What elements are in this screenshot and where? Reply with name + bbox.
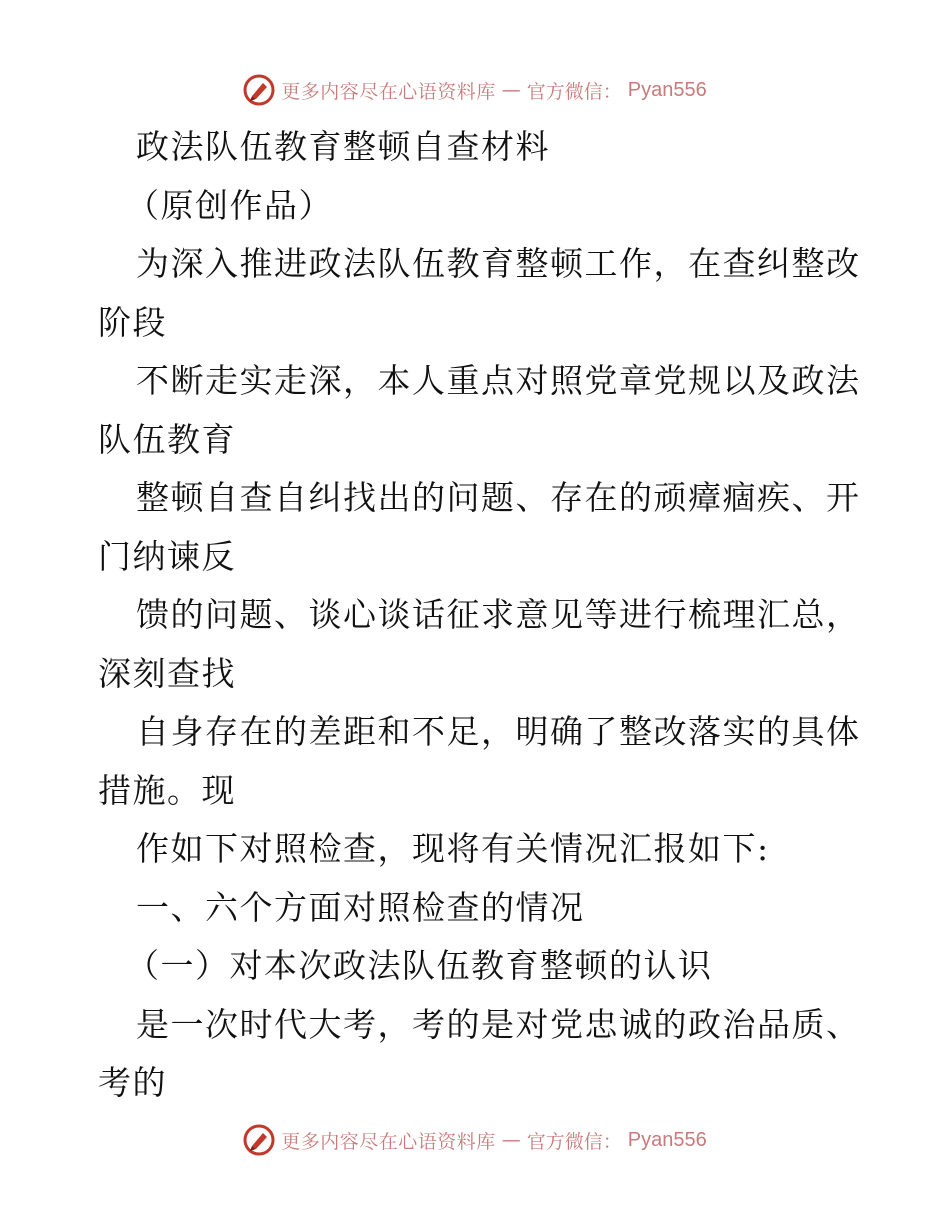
paragraph-line: 不断走实走深，本人重点对照党章党规以及政法 (136, 361, 861, 400)
document-body (98, 118, 861, 1113)
paragraph-line: 整顿自查自纠找出的问题、存在的顽瘴痼疾、开 (136, 478, 861, 517)
paragraph-line: 队伍教育 (98, 419, 236, 459)
pen-logo-icon (243, 1124, 275, 1156)
paragraph-line: 作如下对照检查，现将有关情况汇报如下: (136, 829, 770, 868)
watermark-header (0, 70, 950, 110)
subsection-heading: （一）对本次政法队伍教育整顿的认识 (126, 946, 713, 985)
document-title: 政法队伍教育整顿自查材料 (136, 127, 550, 166)
paragraph-line: 深刻查找 (98, 653, 236, 693)
paragraph-line: 考的 (98, 1063, 167, 1102)
pen-logo-icon (243, 74, 275, 106)
paragraph-line: 是一次时代大考，考的是对党忠诚的政治品质、 (136, 1004, 861, 1044)
watermark-text: 更多内容尽在心语资料库 (281, 80, 496, 103)
paragraph-line: 阶段 (98, 302, 167, 342)
watermark-separator: — (501, 1129, 521, 1151)
paragraph-line: 门纳谏反 (98, 536, 236, 576)
watermark-separator: — (501, 79, 521, 101)
document-subtitle: （原创作品） (126, 185, 333, 225)
watermark-text: 更多内容尽在心语资料库 (281, 1130, 496, 1153)
watermark-wechat-id: Pyan556 (627, 1128, 707, 1151)
watermark-footer (0, 1120, 950, 1160)
paragraph-line: 馈的问题、谈心谈话征求意见等进行梳理汇总， (136, 595, 861, 634)
watermark-wechat-label: 官方微信： (526, 1130, 622, 1153)
section-heading: 一、六个方面对照检查的情况 (136, 887, 585, 927)
paragraph-line: 自身存在的差距和不足，明确了整改落实的具体 (136, 712, 861, 751)
paragraph-line: 措施。现 (98, 770, 236, 810)
paragraph-line: 为深入推进政法队伍教育整顿工作，在查纠整改 (136, 244, 861, 283)
watermark-wechat-id: Pyan556 (627, 78, 707, 101)
watermark-wechat-label: 官方微信： (526, 80, 622, 103)
